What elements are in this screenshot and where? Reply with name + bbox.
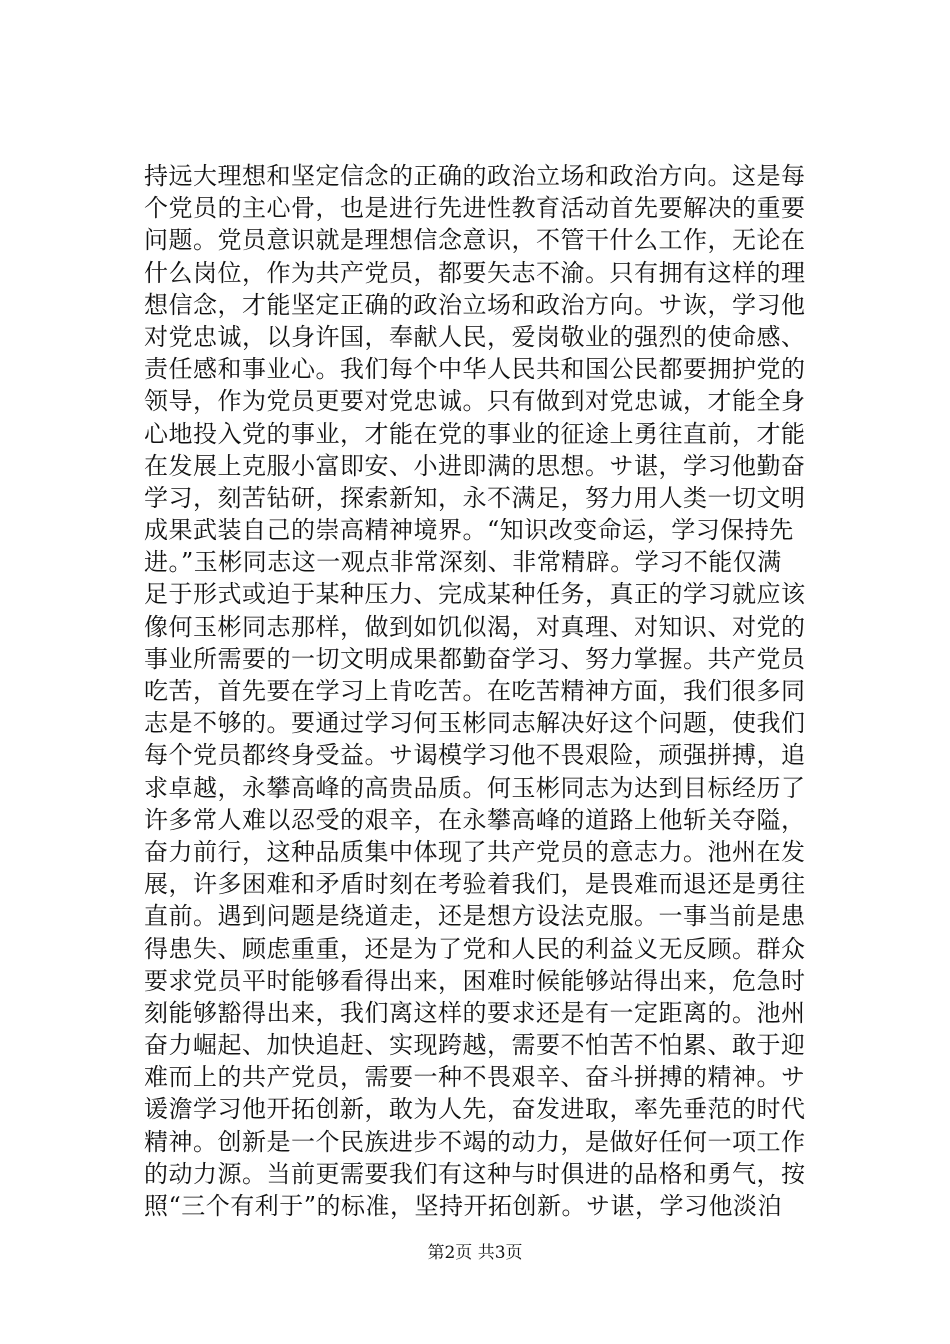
text-line: 个党员的主心骨，也是进行先进性教育活动首先要解决的重要: [144, 194, 806, 223]
text-line: 难而上的共产党员，需要一种不畏艰辛、奋斗拼搏的精神。サ: [144, 1063, 806, 1092]
text-line: 要求党员平时能够看得出来，困难时候能够站得出来，危急时: [144, 966, 806, 995]
text-line: 问题。党员意识就是理想信念意识，不管干什么工作，无论在: [144, 226, 806, 255]
text-line: 志是不够的。要通过学习何玉彬同志解决好这个问题，使我们: [144, 709, 806, 738]
text-line: 吃苦，首先要在学习上肯吃苦。在吃苦精神方面，我们很多同: [144, 677, 806, 705]
text-line: 的动力源。当前更需要我们有这种与时俱进的品格和勇气，按: [144, 1159, 806, 1188]
text-line: 责任感和事业心。我们每个中华人民共和国公民都要拥护党的: [144, 355, 806, 384]
text-line: 每个党员都终身受益。サ谒模学习他不畏艰险，顽强拼搏，追: [144, 741, 806, 770]
text-line: 照“三个有利于”的标准，坚持开拓创新。サ谌，学习他淡泊: [144, 1192, 783, 1220]
text-line: 持远大理想和坚定信念的正确的政治立场和政治方向。这是每: [144, 162, 806, 190]
text-line: 什么岗位，作为共产党员，都要矢志不渝。只有拥有这样的理: [144, 258, 806, 287]
body-text: [144, 160, 834, 1222]
text-line: 在发展上克服小富即安、小进即满的思想。サ谌，学习他勤奋: [144, 451, 806, 480]
text-line: 想信念，才能坚定正确的政治立场和政治方向。サ诙，学习他: [144, 290, 806, 319]
text-line: 进。”玉彬同志这一观点非常深刻、非常精辟。学习不能仅满: [144, 548, 782, 577]
text-line: 心地投入党的事业，才能在党的事业的征途上勇往直前，才能: [144, 419, 806, 448]
text-line: 谖澹学习他开拓创新，敢为人先，奋发进取，率先垂范的时代: [144, 1095, 806, 1124]
text-line: 领导，作为党员更要对党忠诚。只有做到对党忠诚，才能全身: [144, 387, 806, 416]
text-line: 奋力前行，这种品质集中体现了共产党员的意志力。池州在发: [144, 837, 806, 866]
text-line: 像何玉彬同志那样，做到如饥似渴，对真理、对知识、对党的: [144, 612, 806, 641]
text-line: 展，许多困难和矛盾时刻在考验着我们，是畏难而退还是勇往: [144, 870, 806, 899]
text-line: 刻能够豁得出来，我们离这样的要求还是有一定距离的。池州: [144, 998, 806, 1027]
text-line: 求卓越，永攀高峰的高贵品质。何玉彬同志为达到目标经历了: [144, 773, 806, 802]
text-line: 学习，刻苦钻研，探索新知，永不满足，努力用人类一切文明: [144, 483, 806, 512]
page-footer: 第2页 共3页: [427, 1243, 523, 1263]
text-line: 得患失、顾虑重重，还是为了党和人民的利益义无反顾。群众: [144, 934, 806, 963]
text-line: 对党忠诚，以身许国，奉献人民，爱岗敬业的强烈的使命感、: [144, 322, 806, 351]
text-line: 成果武装自己的崇高精神境界。“知识改变命运，学习保持先: [144, 516, 794, 545]
text-line: 直前。遇到问题是绕道走，还是想方设法克服。一事当前是患: [144, 902, 806, 931]
text-line: 奋力崛起、加快追赶、实现跨越，需要不怕苦不怕累、敢于迎: [144, 1031, 806, 1060]
text-line: 事业所需要的一切文明成果都勤奋学习、努力掌握。共产党员: [144, 644, 806, 673]
text-line: 精神。创新是一个民族进步不竭的动力，是做好任何一项工作: [144, 1127, 806, 1156]
text-line: 足于形式或迫于某种压力、完成某种任务，真正的学习就应该: [144, 580, 806, 609]
text-line: 许多常人难以忍受的艰辛，在永攀高峰的道路上他斩关夺隘，: [144, 805, 806, 834]
